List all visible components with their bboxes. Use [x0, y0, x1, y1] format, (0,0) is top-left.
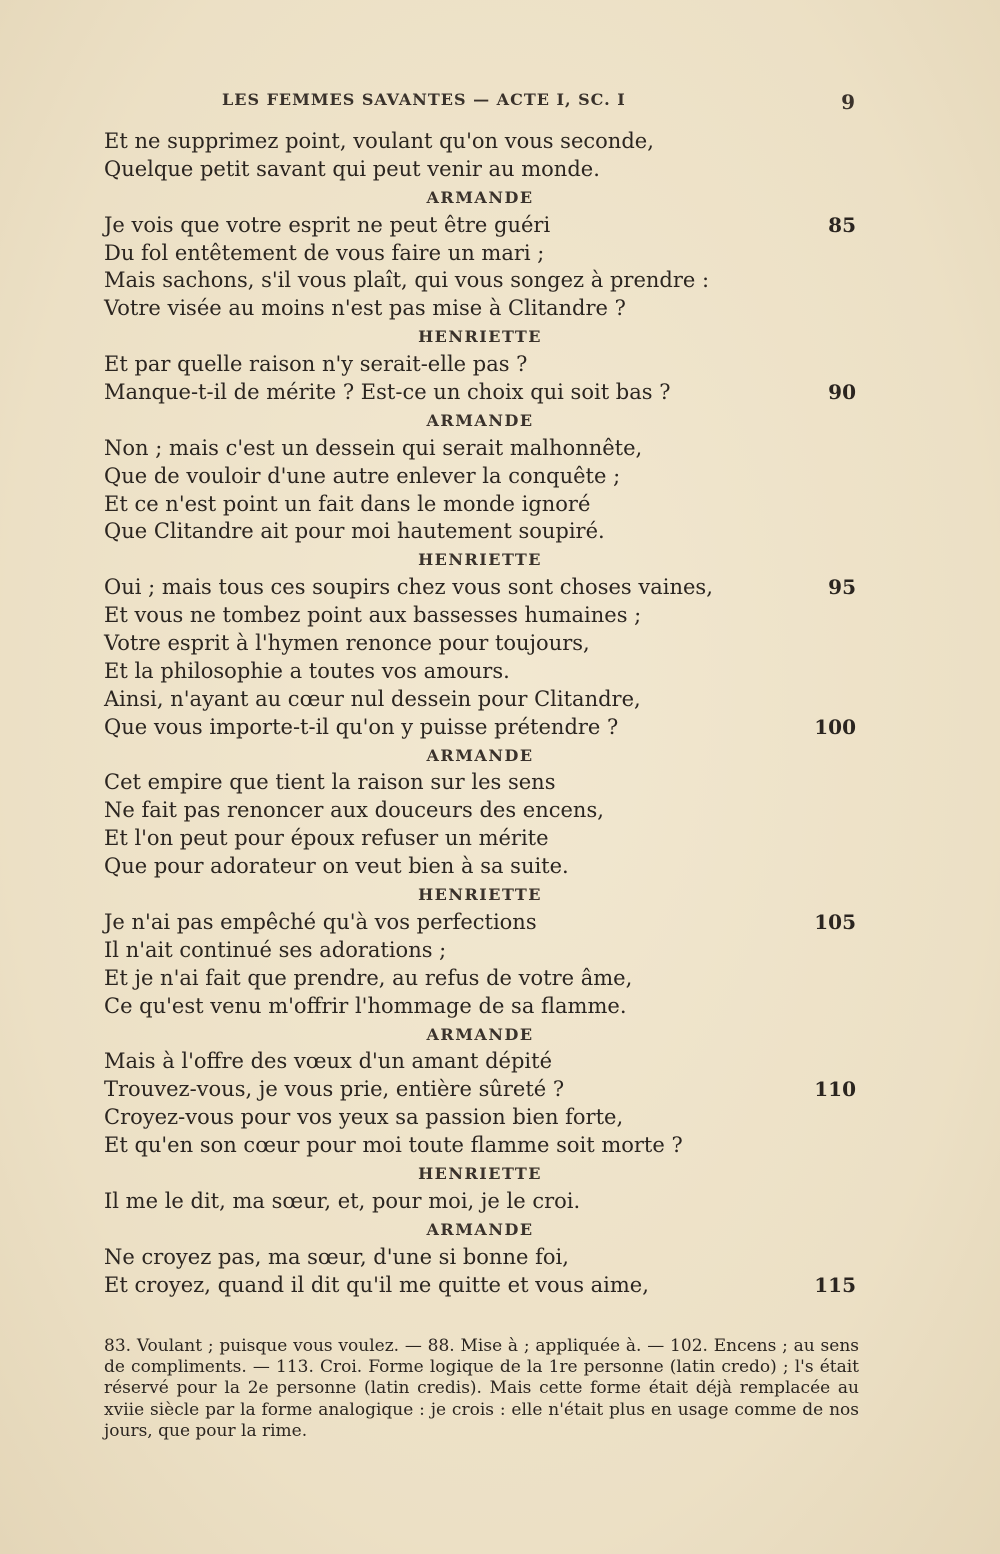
verse-number: 95: [828, 575, 856, 600]
verse-line: [104, 686, 856, 714]
verse-line: [104, 574, 856, 602]
verse-line-text: Et croyez, quand il dit qu'il me quitte et vous aime,: [104, 1272, 649, 1297]
page-header: [104, 90, 856, 114]
verse-line: [104, 937, 856, 965]
verse-line-text: Que Clitandre ait pour moi hautement soupiré.: [104, 519, 605, 544]
verse-line-text: Croyez-vous pour vos yeux sa passion bien forte,: [104, 1105, 624, 1130]
verse-line-text: Mais à l'offre des vœux d'un amant dépité: [104, 1049, 553, 1074]
verse-line: [104, 630, 856, 658]
speaker-name: ARMANDE: [426, 410, 534, 430]
speaker-name: ARMANDE: [426, 1024, 534, 1044]
verse-line-text: Et par quelle raison n'y serait-elle pas ?: [104, 352, 528, 377]
speaker-name: HENRIETTE: [418, 327, 542, 347]
verse-text: [104, 128, 856, 1299]
footnote-text: 83. Voulant ; puisque vous voulez. — 88. Mise à ; appliquée à. — 102. Encens ; au sens de compliments. — 113. Croi. Forme logique de la 1re personne (latin credo) ; l's était réservé pour la 2e personne (latin credis). Mais cette forme était déjà remplacée au xviie siècle par la forme analogique : je crois : elle n'était plus en usage comme de nos jours, que pour la rime.: [104, 1336, 859, 1441]
verse-line: [104, 491, 856, 519]
verse-line: [104, 379, 856, 407]
running-title: LES FEMMES SAVANTES — ACTE I, SC. I: [222, 90, 626, 109]
verse-number: 110: [814, 1077, 856, 1102]
verse-line: [104, 1188, 856, 1216]
verse-line: [104, 1104, 856, 1132]
verse-line-text: Et l'on peut pour époux refuser un mérite: [104, 826, 549, 851]
verse-line-text: Il n'ait continué ses adorations ;: [104, 937, 447, 962]
verse-number: 105: [814, 909, 856, 934]
verse-line: [104, 351, 856, 379]
verse-line-text: Trouvez-vous, je vous prie, entière sûreté ?: [104, 1077, 565, 1102]
verse-line: [104, 1132, 856, 1160]
verse-line-text: Que pour adorateur on veut bien à sa suite.: [104, 854, 569, 879]
verse-line: [104, 518, 856, 546]
verse-line: [104, 435, 856, 463]
verse-line-text: Que de vouloir d'une autre enlever la conquête ;: [104, 463, 621, 488]
verse-line: [104, 769, 856, 797]
verse-line: [104, 128, 856, 156]
verse-line: [104, 797, 856, 825]
verse-line-text: Non ; mais c'est un dessein qui serait malhonnête,: [104, 435, 643, 460]
verse-line-text: Ne croyez pas, ma sœur, d'une si bonne foi,: [104, 1244, 569, 1269]
verse-line: [104, 909, 856, 937]
verse-line: [104, 658, 856, 686]
verse-line: [104, 853, 856, 881]
verse-line: [104, 1076, 856, 1104]
verse-line: [104, 602, 856, 630]
verse-line-text: Et la philosophie a toutes vos amours.: [104, 658, 510, 683]
verse-line: [104, 212, 856, 240]
speaker-name: ARMANDE: [426, 745, 534, 765]
verse-line-text: Manque-t-il de mérite ? Est-ce un choix qui soit bas ?: [104, 380, 671, 405]
verse-line: [104, 295, 856, 323]
verse-line-text: Et vous ne tombez point aux bassesses humaines ;: [104, 603, 642, 628]
verse-line-text: Du fol entêtement de vous faire un mari ;: [104, 240, 545, 265]
verse-line-text: Et qu'en son cœur pour moi toute flamme soit morte ?: [104, 1133, 683, 1158]
verse-line: [104, 825, 856, 853]
verse-line-text: Ce qu'est venu m'offrir l'hommage de sa flamme.: [104, 993, 627, 1018]
verse-line-text: Oui ; mais tous ces soupirs chez vous sont choses vaines,: [104, 575, 713, 600]
verse-line: [104, 993, 856, 1021]
verse-line: [104, 1244, 856, 1272]
verse-line: [104, 267, 856, 295]
verse-line: [104, 156, 856, 184]
verse-number: 85: [828, 212, 856, 237]
verse-line-text: Mais sachons, s'il vous plaît, qui vous songez à prendre :: [104, 268, 710, 293]
verse-line: [104, 240, 856, 268]
verse-line: [104, 965, 856, 993]
verse-line-text: Et ne supprimez point, voulant qu'on vous seconde,: [104, 129, 654, 153]
verse-line: [104, 1048, 856, 1076]
speaker-name: HENRIETTE: [418, 1163, 542, 1183]
verse-number: 100: [814, 714, 856, 739]
verse-line-text: Ainsi, n'ayant au cœur nul dessein pour Clitandre,: [104, 686, 641, 711]
speaker-name: ARMANDE: [426, 1219, 534, 1239]
speaker-name: ARMANDE: [426, 187, 534, 207]
page-number: 9: [841, 90, 856, 114]
verse-line-text: Votre esprit à l'hymen renonce pour toujours,: [104, 631, 590, 656]
verse-line: [104, 463, 856, 491]
verse-line-text: Je n'ai pas empêché qu'à vos perfections: [104, 909, 537, 934]
speaker-name: HENRIETTE: [418, 550, 542, 570]
footnotes: [104, 1336, 859, 1442]
verse-number: 115: [814, 1272, 856, 1297]
verse-line-text: Et je n'ai fait que prendre, au refus de votre âme,: [104, 965, 633, 990]
verse-line-text: Que vous importe-t-il qu'on y puisse prétendre ?: [104, 714, 619, 739]
verse-line: [104, 1272, 856, 1300]
verse-line-text: Votre visée au moins n'est pas mise à Clitandre ?: [104, 296, 626, 321]
verse-line-text: Je vois que votre esprit ne peut être guéri: [104, 212, 551, 237]
verse-line-text: Ne fait pas renoncer aux douceurs des encens,: [104, 798, 604, 823]
verse-line-text: Cet empire que tient la raison sur les sens: [104, 770, 556, 795]
verse-line-text: Et ce n'est point un fait dans le monde ignoré: [104, 491, 591, 516]
speaker-name: HENRIETTE: [418, 885, 542, 905]
verse-line-text: Il me le dit, ma sœur, et, pour moi, je le croi.: [104, 1188, 581, 1213]
verse-line: [104, 714, 856, 742]
verse-line-text: Quelque petit savant qui peut venir au monde.: [104, 156, 600, 181]
verse-number: 90: [828, 380, 856, 405]
